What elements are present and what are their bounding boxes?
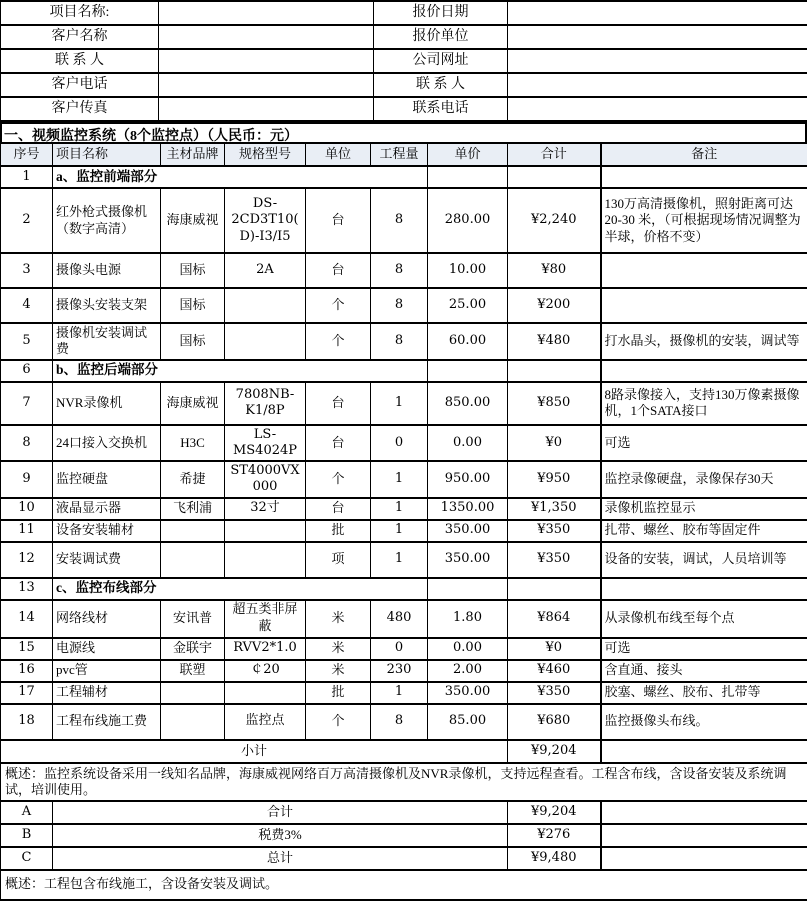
row-number: 17 — [1, 682, 53, 704]
section-row — [1, 578, 807, 600]
unit-price: 350.00 — [428, 682, 508, 704]
line-total-cell — [508, 360, 601, 382]
customer-phone-value — [159, 73, 374, 97]
line-total-cell — [508, 166, 601, 188]
spec: 超五类非屏蔽 — [225, 600, 306, 638]
note-cell — [601, 578, 807, 600]
line-total: ¥350 — [508, 542, 601, 578]
quantity: 1 — [371, 520, 428, 542]
website-label: 公司网址 — [374, 49, 508, 73]
col-header-no: 序号 — [1, 143, 53, 166]
item-name: 网络线材 — [53, 600, 161, 638]
note: 设备的安装，调试，人员培训等 — [601, 542, 807, 578]
unit-price: 85.00 — [428, 704, 508, 740]
subsection-title: b、监控后端部分 — [53, 360, 428, 382]
quantity: 480 — [371, 600, 428, 638]
spec: ST4000VX000 — [225, 461, 306, 498]
spec — [225, 682, 306, 704]
item-name: 摄像机安装调试费 — [53, 323, 161, 360]
contact-label: 联 系 人 — [1, 49, 159, 73]
row-number: 8 — [1, 425, 53, 462]
quantity: 8 — [371, 288, 428, 323]
row-number: 13 — [1, 578, 53, 600]
unit-price: 350.00 — [428, 520, 508, 542]
spec: 7808NB-K1/8P — [225, 382, 306, 425]
total-value: ¥9,480 — [508, 847, 601, 870]
note-cell — [601, 360, 807, 382]
contact2-label: 联 系 人 — [374, 73, 508, 97]
note: 胶塞、螺丝、胶布、扎带等 — [601, 682, 807, 704]
line-total: ¥1,350 — [508, 498, 601, 520]
project-name-label: 项目名称: — [1, 1, 159, 25]
item-name: 工程布线施工费 — [53, 704, 161, 740]
items-table — [0, 142, 807, 901]
unit: 台 — [306, 253, 371, 288]
unit: 台 — [306, 382, 371, 425]
line-total: ¥0 — [508, 638, 601, 660]
row-number: 1 — [1, 166, 53, 188]
grand-total-row-b — [1, 824, 807, 847]
row-number: 3 — [1, 253, 53, 288]
quote-date-label: 报价日期 — [374, 1, 508, 25]
unit: 个 — [306, 288, 371, 323]
unit: 米 — [306, 638, 371, 660]
total-label: 税费3% — [53, 824, 508, 847]
line-total: ¥864 — [508, 600, 601, 638]
item-row — [1, 542, 807, 578]
col-header-note: 备注 — [601, 143, 807, 166]
table-header-row — [1, 143, 807, 166]
line-total: ¥350 — [508, 682, 601, 704]
summary-row — [1, 763, 807, 802]
unit: 台 — [306, 188, 371, 253]
section-row — [1, 166, 807, 188]
unit-price: 950.00 — [428, 461, 508, 498]
customer-name-label: 客户名称 — [1, 25, 159, 49]
spec: 32寸 — [225, 498, 306, 520]
grand-total-row-a — [1, 801, 807, 824]
row-number: 18 — [1, 704, 53, 740]
col-header-unit: 单位 — [306, 143, 371, 166]
subtotal-row — [1, 740, 807, 763]
subsection-title: c、监控布线部分 — [53, 578, 428, 600]
info-row — [1, 49, 807, 73]
unit-price: 0.00 — [428, 425, 508, 462]
unit: 个 — [306, 704, 371, 740]
spec — [225, 288, 306, 323]
line-total: ¥2,240 — [508, 188, 601, 253]
row-number: 11 — [1, 520, 53, 542]
item-name: NVR录像机 — [53, 382, 161, 425]
brand — [161, 704, 225, 740]
unit-price-cell — [428, 360, 508, 382]
footer-summary-row — [1, 870, 807, 900]
unit-price: 850.00 — [428, 382, 508, 425]
subtotal-value: ¥9,204 — [508, 740, 601, 763]
total-label: 合计 — [53, 801, 508, 824]
unit-price: 10.00 — [428, 253, 508, 288]
line-total: ¥80 — [508, 253, 601, 288]
note: 扎带、螺丝、胶布等固定件 — [601, 520, 807, 542]
spec: 2A — [225, 253, 306, 288]
row-number: 15 — [1, 638, 53, 660]
unit-price: 280.00 — [428, 188, 508, 253]
footer-summary-text: 概述：工程包含布线施工，含设备安装及调试。 — [1, 870, 807, 900]
brand: 国标 — [161, 288, 225, 323]
brand: H3C — [161, 425, 225, 462]
customer-fax-label: 客户传真 — [1, 97, 159, 121]
unit-price: 350.00 — [428, 542, 508, 578]
info-row — [1, 1, 807, 25]
unit-price: 1350.00 — [428, 498, 508, 520]
item-name: pvc管 — [53, 660, 161, 682]
subsection-title: a、监控前端部分 — [53, 166, 428, 188]
brand: 联塑 — [161, 660, 225, 682]
note: 可选 — [601, 425, 807, 462]
spec: 监控点 — [225, 704, 306, 740]
item-row — [1, 682, 807, 704]
row-number: 10 — [1, 498, 53, 520]
brand — [161, 542, 225, 578]
spec: DS-2CD3T10(D)-I3/I5 — [225, 188, 306, 253]
total-value: ¥276 — [508, 824, 601, 847]
item-name: 设备安装辅材 — [53, 520, 161, 542]
brand: 国标 — [161, 253, 225, 288]
quantity: 230 — [371, 660, 428, 682]
spec — [225, 520, 306, 542]
note: 从录像机布线至每个点 — [601, 600, 807, 638]
quantity: 1 — [371, 542, 428, 578]
line-total: ¥680 — [508, 704, 601, 740]
subtotal-label: 小计 — [1, 740, 508, 763]
subtotal-note-cell — [601, 740, 807, 763]
unit-price: 2.00 — [428, 660, 508, 682]
item-row — [1, 498, 807, 520]
total-note-cell — [601, 824, 807, 847]
spec: LS-MS4024P — [225, 425, 306, 462]
brand: 海康威视 — [161, 382, 225, 425]
quantity: 8 — [371, 704, 428, 740]
note — [601, 288, 807, 323]
note: 监控摄像头布线。 — [601, 704, 807, 740]
unit: 台 — [306, 498, 371, 520]
line-total: ¥200 — [508, 288, 601, 323]
quote-company-value — [508, 25, 807, 49]
row-number: 7 — [1, 382, 53, 425]
quantity: 8 — [371, 188, 428, 253]
item-name: 摄像头安装支架 — [53, 288, 161, 323]
spec — [225, 323, 306, 360]
unit: 批 — [306, 682, 371, 704]
project-name-value — [159, 1, 374, 25]
summary-text: 概述：监控系统设备采用一线知名品牌，海康威视网络百万高清摄像机及NVR录像机，支持远程查看。工程含布线，含设备安装及系统调试，培训使用。 — [1, 763, 807, 802]
quantity: 1 — [371, 461, 428, 498]
line-total: ¥480 — [508, 323, 601, 360]
note: 监控录像硬盘，录像保存30天 — [601, 461, 807, 498]
unit-price: 1.80 — [428, 600, 508, 638]
col-header-spec: 规格型号 — [225, 143, 306, 166]
unit-price-cell — [428, 166, 508, 188]
line-total: ¥460 — [508, 660, 601, 682]
item-row — [1, 253, 807, 288]
brand: 国标 — [161, 323, 225, 360]
row-number: 12 — [1, 542, 53, 578]
item-row — [1, 188, 807, 253]
note: 打水晶头，摄像机的安装，调试等 — [601, 323, 807, 360]
customer-phone-label: 客户电话 — [1, 73, 159, 97]
total-note-cell — [601, 847, 807, 870]
item-name: 工程辅材 — [53, 682, 161, 704]
contact2-value — [508, 73, 807, 97]
customer-name-value — [159, 25, 374, 49]
item-name: 24口接入交换机 — [53, 425, 161, 462]
row-number: 5 — [1, 323, 53, 360]
quantity: 1 — [371, 498, 428, 520]
section-title: 一、视频监控系统（8个监控点）（人民币：元） — [0, 122, 807, 142]
unit-price: 60.00 — [428, 323, 508, 360]
info-row — [1, 73, 807, 97]
quantity: 8 — [371, 323, 428, 360]
brand: 安讯普 — [161, 600, 225, 638]
total-label: 总计 — [53, 847, 508, 870]
row-number: 14 — [1, 600, 53, 638]
unit: 批 — [306, 520, 371, 542]
quote-date-value — [508, 1, 807, 25]
total-note-cell — [601, 801, 807, 824]
item-row — [1, 704, 807, 740]
note: 130万高清摄像机，照射距离可达20-30 米，（可根据现场情况调整为半球，价格不变） — [601, 188, 807, 253]
item-row — [1, 520, 807, 542]
info-row — [1, 25, 807, 49]
contact-value — [159, 49, 374, 73]
item-name: 红外枪式摄像机（数字高清） — [53, 188, 161, 253]
spec: RVV2*1.0 — [225, 638, 306, 660]
item-name: 电源线 — [53, 638, 161, 660]
website-value — [508, 49, 807, 73]
row-number: 2 — [1, 188, 53, 253]
brand: 金联宇 — [161, 638, 225, 660]
grand-total-row-c — [1, 847, 807, 870]
note: 8路录像接入，支持130万像素摄像机，1个SATA接口 — [601, 382, 807, 425]
header-info-body — [1, 1, 807, 121]
line-total: ¥850 — [508, 382, 601, 425]
note: 含直通、接头 — [601, 660, 807, 682]
unit-price-cell — [428, 578, 508, 600]
col-header-qty: 工程量 — [371, 143, 428, 166]
total-code: B — [1, 824, 53, 847]
row-number: 4 — [1, 288, 53, 323]
spec — [225, 542, 306, 578]
contact-phone-value — [508, 97, 807, 121]
note — [601, 253, 807, 288]
brand: 海康威视 — [161, 188, 225, 253]
item-row — [1, 382, 807, 425]
item-name: 摄像头电源 — [53, 253, 161, 288]
unit: 个 — [306, 323, 371, 360]
section-row — [1, 360, 807, 382]
quantity: 0 — [371, 638, 428, 660]
unit: 项 — [306, 542, 371, 578]
col-header-name: 项目名称 — [53, 143, 161, 166]
item-name: 安装调试费 — [53, 542, 161, 578]
header-info-table — [0, 0, 807, 122]
line-total-cell — [508, 578, 601, 600]
item-row — [1, 323, 807, 360]
row-number: 6 — [1, 360, 53, 382]
quote-company-label: 报价单位 — [374, 25, 508, 49]
unit: 米 — [306, 600, 371, 638]
col-header-brand: 主材品牌 — [161, 143, 225, 166]
col-header-total: 合计 — [508, 143, 601, 166]
contact-phone-label: 联系电话 — [374, 97, 508, 121]
quantity: 0 — [371, 425, 428, 462]
row-number: 16 — [1, 660, 53, 682]
item-row — [1, 660, 807, 682]
item-row — [1, 600, 807, 638]
note: 录像机监控显示 — [601, 498, 807, 520]
total-value: ¥9,204 — [508, 801, 601, 824]
note: 可选 — [601, 638, 807, 660]
total-code: C — [1, 847, 53, 870]
item-row — [1, 288, 807, 323]
brand — [161, 682, 225, 704]
item-name: 液晶显示器 — [53, 498, 161, 520]
row-number: 9 — [1, 461, 53, 498]
unit-price: 25.00 — [428, 288, 508, 323]
info-row — [1, 97, 807, 121]
note-cell — [601, 166, 807, 188]
line-total: ¥350 — [508, 520, 601, 542]
item-row — [1, 425, 807, 462]
brand — [161, 520, 225, 542]
total-code: A — [1, 801, 53, 824]
quantity: 8 — [371, 253, 428, 288]
quantity: 1 — [371, 382, 428, 425]
unit: 台 — [306, 425, 371, 462]
customer-fax-value — [159, 97, 374, 121]
line-total: ¥0 — [508, 425, 601, 462]
brand: 飞利浦 — [161, 498, 225, 520]
item-name: 监控硬盘 — [53, 461, 161, 498]
col-header-price: 单价 — [428, 143, 508, 166]
item-row — [1, 638, 807, 660]
spec: ￠20 — [225, 660, 306, 682]
quantity: 1 — [371, 682, 428, 704]
brand: 希捷 — [161, 461, 225, 498]
unit: 个 — [306, 461, 371, 498]
items-body — [1, 166, 807, 740]
line-total: ¥950 — [508, 461, 601, 498]
item-row — [1, 461, 807, 498]
unit-price: 0.00 — [428, 638, 508, 660]
unit: 米 — [306, 660, 371, 682]
